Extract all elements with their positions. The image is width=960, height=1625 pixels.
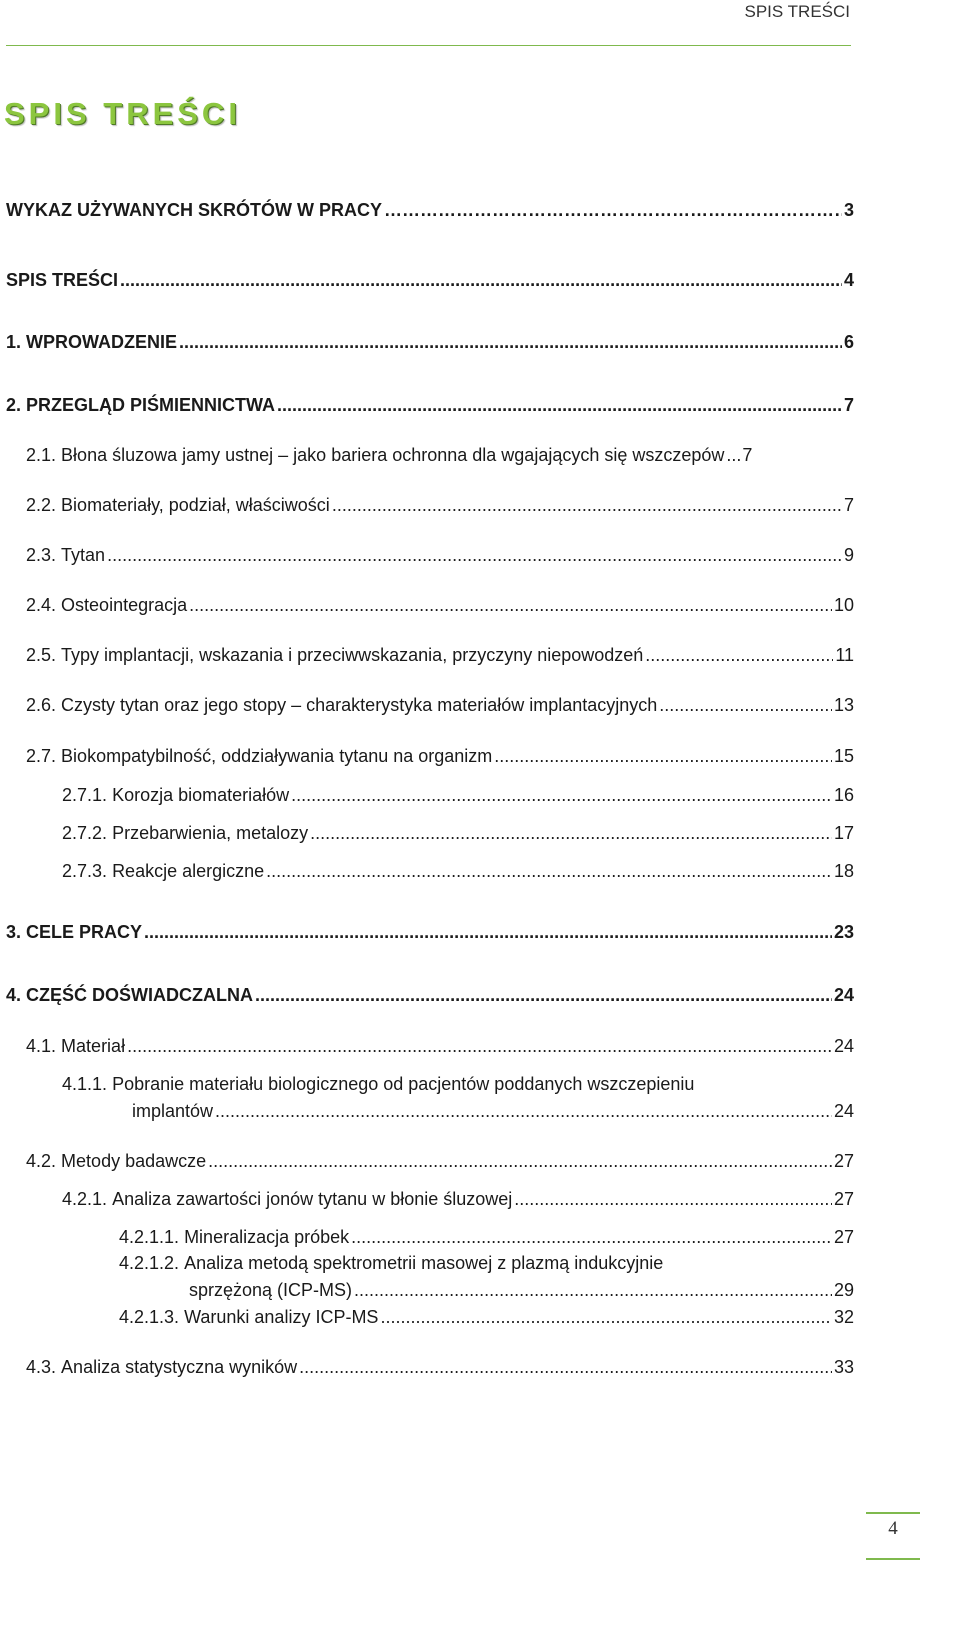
toc-leader-dots	[494, 744, 832, 768]
toc-entry-label: PRZEGLĄD PIŚMIENNICTWA	[26, 395, 276, 415]
toc-entry-label: Biokompatybilność, oddziaływania tytanu na organizm	[61, 746, 493, 766]
toc-entry-number: 2.2.	[26, 495, 57, 515]
toc-leader-dots	[127, 1034, 832, 1058]
toc-leader-dots	[266, 859, 832, 883]
toc-entry-label: Analiza statystyczna wyników	[61, 1357, 298, 1377]
toc-page-number: 33	[833, 1357, 854, 1377]
toc-entry[interactable]	[62, 1072, 854, 1123]
toc-page-number: 18	[833, 861, 854, 881]
toc-leader-dots	[514, 1187, 832, 1211]
toc-entry-number: 4.2.	[26, 1151, 57, 1171]
toc-entry-number: 4.2.1.	[62, 1189, 108, 1209]
toc-entry-label: Czysty tytan oraz jego stopy – charakterystyka materiałów implantacyjnych	[61, 695, 658, 715]
toc-page-number: 23	[833, 922, 854, 942]
toc-leader-dots	[726, 443, 740, 467]
toc-page-number: 13	[833, 695, 854, 715]
toc-entry-label: CELE PRACY	[26, 922, 143, 942]
toc-leader-dots	[291, 783, 832, 807]
toc-entry[interactable]	[26, 744, 854, 768]
toc-entry-label: Metody badawcze	[61, 1151, 207, 1171]
toc-entry-number: 2.6.	[26, 695, 57, 715]
toc-leader-dots	[107, 543, 842, 567]
toc-entry-label: Analiza zawartości jonów tytanu w błonie śluzowej	[112, 1189, 513, 1209]
toc-entry-number: 4.	[6, 985, 22, 1005]
toc-leader-dots	[354, 1278, 832, 1302]
toc-page-number: 24	[833, 985, 854, 1005]
running-header: SPIS TREŚCI	[744, 2, 850, 21]
toc-entry-label: Tytan	[61, 545, 106, 565]
toc-entry-number: 2.3.	[26, 545, 57, 565]
toc-entry[interactable]	[6, 330, 854, 354]
toc-page-number: 32	[833, 1307, 854, 1327]
toc-leader-dots	[310, 821, 832, 845]
toc-leader-dots	[255, 983, 832, 1007]
toc-entry-number: 2.4.	[26, 595, 57, 615]
toc-entry[interactable]	[62, 1187, 854, 1211]
toc-entry-label: Reakcje alergiczne	[112, 861, 265, 881]
toc-entry-label: Mineralizacja próbek	[184, 1227, 350, 1247]
page-title: SPIS TREŚCI	[4, 96, 241, 131]
toc-entry-label: Osteointegracja	[61, 595, 188, 615]
toc-entry[interactable]	[62, 821, 854, 845]
toc-entry-label-continued: implantów	[132, 1101, 214, 1121]
toc-entry[interactable]	[119, 1225, 854, 1249]
toc-page-number: 27	[833, 1227, 854, 1247]
footer-rule-bottom	[866, 1558, 920, 1560]
toc-entry-label: Korozja biomateriałów	[112, 785, 290, 805]
toc-entry-label: Materiał	[61, 1036, 126, 1056]
toc-entry[interactable]	[62, 859, 854, 883]
toc-entry-label: Przebarwienia, metalozy	[112, 823, 309, 843]
toc-page-number: 4	[843, 270, 854, 290]
toc-entry[interactable]	[26, 443, 854, 467]
toc-entry[interactable]	[26, 493, 854, 517]
toc-entry-label: CZĘŚĆ DOŚWIADCZALNA	[26, 985, 254, 1005]
toc-entry-number: 2.1.	[26, 445, 57, 465]
toc-entry-number: 4.2.1.1.	[119, 1227, 180, 1247]
toc-entry-label: Typy implantacji, wskazania i przeciwwskazania, przyczyny niepowodzeń	[61, 645, 644, 665]
toc-entry-number: 2.5.	[26, 645, 57, 665]
toc-entry[interactable]	[26, 1149, 854, 1173]
toc-entry-number: 2.7.3.	[62, 861, 108, 881]
toc-entry[interactable]	[6, 920, 854, 944]
toc-entry-number: 2.7.2.	[62, 823, 108, 843]
toc-page-number: 7	[843, 495, 854, 515]
toc-entry[interactable]	[62, 783, 854, 807]
toc-entry[interactable]	[119, 1305, 854, 1329]
toc-entry[interactable]	[26, 1034, 854, 1058]
toc-page-number: 15	[833, 746, 854, 766]
toc-entry-label-continued: sprzężoną (ICP-MS)	[189, 1280, 353, 1300]
toc-page-number: 27	[833, 1189, 854, 1209]
toc-entry-number: 4.2.1.2.	[119, 1253, 180, 1273]
toc-entry-label: Analiza metodą spektrometrii masowej z plazmą indukcyjnie	[184, 1253, 664, 1273]
toc-leader-dots	[332, 493, 842, 517]
toc-page-number: 11	[835, 645, 854, 665]
toc-page-number: 7	[843, 395, 854, 415]
toc-entry[interactable]	[26, 593, 854, 617]
toc-page-number: 16	[833, 785, 854, 805]
toc-entry[interactable]	[119, 1251, 854, 1302]
toc-page-number: 7	[742, 445, 753, 465]
toc-entry-number: 2.7.	[26, 746, 57, 766]
toc-entry-label: Pobranie materiału biologicznego od pacjentów poddanych wszczepieniu	[112, 1074, 695, 1094]
toc-page-number: 29	[833, 1280, 854, 1300]
toc-entry-number: 4.3.	[26, 1357, 57, 1377]
toc-entry-number: 4.1.	[26, 1036, 57, 1056]
toc-entry-label: Błona śluzowa jamy ustnej – jako bariera ochronna dla wgajających się wszczepów	[61, 445, 725, 465]
toc-entry[interactable]	[6, 268, 854, 292]
toc-entry-number: 2.	[6, 395, 22, 415]
toc-entry-label: WPROWADZENIE	[26, 332, 178, 352]
toc-entry-label: WYKAZ UŻYWANYCH SKRÓTÓW W PRACY	[6, 200, 382, 220]
toc-entry[interactable]	[26, 1355, 854, 1379]
toc-leader-dots	[120, 268, 842, 292]
toc-page-number: 9	[843, 545, 854, 565]
toc-leader-dots	[277, 393, 842, 417]
toc-entry-label: Warunki analizy ICP-MS	[184, 1307, 379, 1327]
toc-entry-number: 4.1.1.	[62, 1074, 108, 1094]
footer-rule-top	[866, 1512, 920, 1514]
toc-page-number: 10	[833, 595, 854, 615]
toc-entry[interactable]	[26, 543, 854, 567]
toc-leader-dots	[189, 593, 832, 617]
toc-leader-dots	[144, 920, 832, 944]
toc-entry[interactable]	[6, 198, 854, 222]
toc-entry-label: Biomateriały, podział, właściwości	[61, 495, 330, 515]
toc-leader-dots	[299, 1355, 832, 1379]
toc-leader-dots	[351, 1225, 832, 1249]
page-number: 4	[888, 1518, 898, 1539]
toc-leader-dots	[179, 330, 842, 354]
toc-entry[interactable]	[26, 643, 854, 667]
toc-leader-dots	[215, 1099, 832, 1123]
toc-entry-number: 4.2.1.3.	[119, 1307, 180, 1327]
toc-page-number: 3	[843, 200, 854, 220]
toc-entry-number: 2.7.1.	[62, 785, 108, 805]
header-rule	[6, 45, 851, 46]
toc-entry-number: 3.	[6, 922, 22, 942]
toc-leader-dots	[659, 693, 832, 717]
toc-page-number: 27	[833, 1151, 854, 1171]
toc-leader-dots	[645, 643, 833, 667]
toc-leader-dots	[384, 198, 842, 222]
toc-entry[interactable]	[6, 393, 854, 417]
toc-entry[interactable]	[26, 693, 854, 717]
toc-leader-dots	[380, 1305, 832, 1329]
toc-page-number: 17	[833, 823, 854, 843]
toc-page-number: 6	[843, 332, 854, 352]
toc-leader-dots	[208, 1149, 832, 1173]
toc-entry[interactable]	[6, 983, 854, 1007]
toc-page-number: 24	[833, 1036, 854, 1056]
toc-entry-number: 1.	[6, 332, 22, 352]
toc-page-number: 24	[833, 1101, 854, 1121]
toc-entry-label: SPIS TREŚCI	[6, 270, 119, 290]
